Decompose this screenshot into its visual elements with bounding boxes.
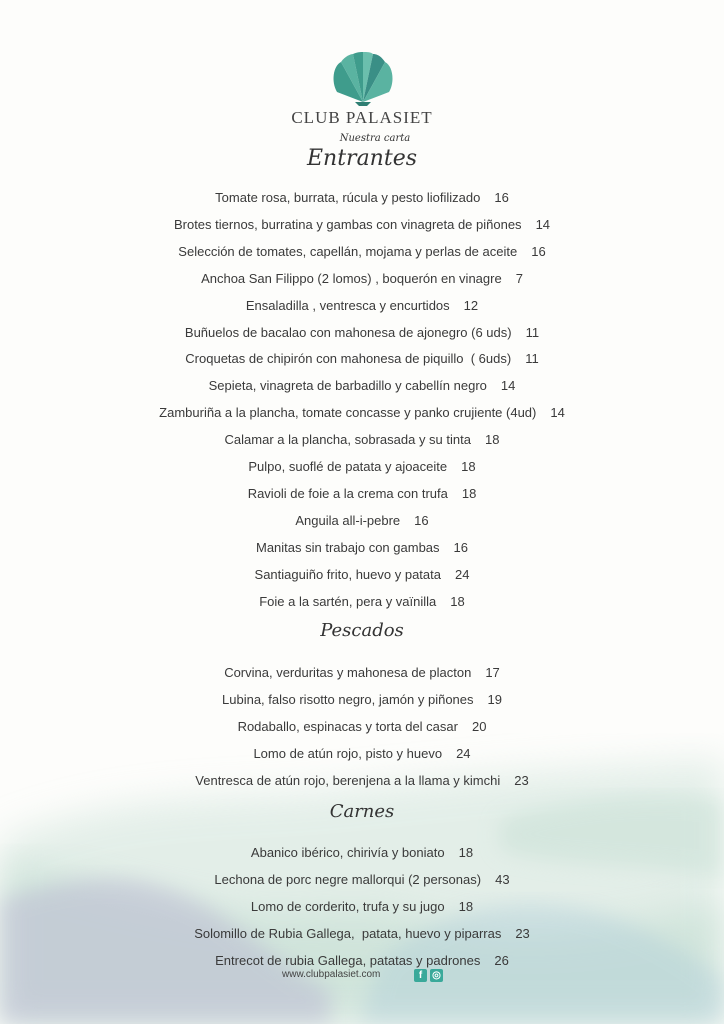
- menu-item-name: Ensaladilla , ventresca y encurtidos: [245, 297, 450, 313]
- menu-item: [0, 773, 724, 788]
- menu-item: [0, 567, 724, 582]
- menu-item-price: 16: [414, 512, 429, 528]
- menu-item-price: 16: [531, 243, 546, 259]
- menu-item-price: 43: [495, 871, 510, 887]
- menu-item-price: 12: [463, 297, 479, 313]
- menu-item-price: 23: [515, 925, 530, 941]
- menu-item-name: Santiaguiño frito, huevo y patata: [254, 566, 441, 582]
- menu-item-price: 7: [515, 270, 523, 286]
- menu-item-name: Tomate rosa, burrata, rúcula y pesto liofilizado: [215, 190, 481, 205]
- menu-item: [0, 298, 724, 313]
- menu-item-price: 18: [484, 432, 500, 448]
- menu-item-name: Lubina, falso risotto negro, jamón y piñones: [222, 691, 474, 707]
- shell-logo-icon: [327, 52, 399, 106]
- menu-item-name: Buñuelos de bacalao con mahonesa de ajonegro (6 uds): [184, 324, 512, 340]
- menu-item-name: Pulpo, suoflé de patata y ajoaceite: [248, 459, 448, 474]
- menu-item: [0, 746, 724, 761]
- menu-item: [0, 665, 724, 680]
- menu-item-price: 16: [453, 539, 468, 555]
- menu-item-name: Corvina, verduritas y mahonesa de placton: [224, 665, 472, 680]
- menu-item-name: Foie a la sartén, pera y vaïnilla: [259, 593, 437, 609]
- menu-item: [0, 486, 724, 501]
- section-title-carnes: Carnes: [329, 801, 395, 822]
- menu-item-name: Croquetas de chipirón con mahonesa de piquillo ( 6uds): [185, 351, 512, 367]
- menu-item: [0, 325, 724, 340]
- menu-item-name: Sepieta, vinagreta de barbadillo y cabellín negro: [208, 378, 487, 394]
- menu-item: [0, 271, 724, 286]
- menu-item: [0, 594, 724, 609]
- instagram-icon[interactable]: ◎: [430, 969, 443, 982]
- menu-item: [0, 540, 724, 555]
- menu-item-price: 14: [500, 378, 516, 394]
- menu-item-price: 19: [487, 691, 502, 707]
- menu-subtitle: Nuestra carta: [339, 133, 411, 144]
- menu-item-name: Ravioli de foie a la crema con trufa: [247, 485, 448, 501]
- menu-item: [0, 845, 724, 860]
- menu-item-price: 20: [471, 718, 487, 734]
- menu-item-name: Lechona de porc negre mallorqui (2 personas): [214, 871, 482, 887]
- website-link[interactable]: www.clubpalasiet.com: [282, 969, 381, 980]
- menu-item-price: 18: [461, 485, 477, 501]
- section-title-entrantes: Entrantes: [306, 146, 418, 171]
- menu-item-name: Ventresca de atún rojo, berenjena a la llama y kimchi: [195, 772, 501, 788]
- menu-item: [0, 459, 724, 474]
- menu-item-price: 14: [550, 405, 565, 421]
- menu-item: [0, 405, 724, 420]
- menu-item: [0, 432, 724, 447]
- menu-item-name: Abanico ibérico, chirivía y boniato: [250, 845, 445, 860]
- menu-item: [0, 872, 724, 887]
- menu-item-name: Calamar a la plancha, sobrasada y su tinta: [224, 432, 471, 448]
- menu-item-name: Entrecot de rubia Gallega, patatas y padrones: [215, 952, 481, 968]
- menu-item-price: 18: [450, 593, 465, 609]
- facebook-icon[interactable]: f: [414, 969, 427, 982]
- menu-item-price: 18: [458, 845, 474, 860]
- menu-item-price: 18: [458, 898, 474, 914]
- menu-item-name: Anguila all-i-pebre: [295, 512, 401, 528]
- menu-item-price: 14: [535, 216, 551, 232]
- menu-item-name: Selección de tomates, capellán, mojama y perlas de aceite: [178, 243, 518, 259]
- menu-item-price: 24: [456, 745, 471, 761]
- menu-item-price: 24: [455, 566, 470, 582]
- menu-item-price: 18: [461, 459, 476, 474]
- menu-item-name: Lomo de atún rojo, pisto y huevo: [253, 745, 443, 761]
- menu-item-name: Lomo de corderito, trufa y su jugo: [250, 898, 445, 914]
- brand-name: CLUB PALASIET: [291, 108, 433, 127]
- menu-item-name: Rodaballo, espinacas y torta del casar: [237, 718, 458, 734]
- menu-item: [0, 351, 724, 366]
- menu-item-price: 16: [494, 190, 509, 205]
- menu-item-price: 17: [485, 665, 500, 680]
- menu-item: [0, 217, 724, 232]
- menu-item: [0, 190, 724, 205]
- menu-item: [0, 513, 724, 528]
- menu-item-name: Brotes tiernos, burratina y gambas con vinagreta de piñones: [173, 216, 522, 232]
- menu-item-name: Manitas sin trabajo con gambas: [255, 539, 440, 555]
- menu-item: [0, 953, 724, 968]
- menu-item: [0, 244, 724, 259]
- menu-item-name: Solomillo de Rubia Gallega, patata, huevo y piparras: [194, 925, 502, 941]
- menu-item: [0, 899, 724, 914]
- section-title-pescados: Pescados: [320, 620, 404, 641]
- menu-item: [0, 719, 724, 734]
- menu-item-name: Zamburiña a la plancha, tomate concasse y panko crujiente (4ud): [159, 405, 537, 421]
- menu-item: [0, 692, 724, 707]
- menu-item: [0, 926, 724, 941]
- menu-item-price: 11: [525, 324, 540, 340]
- menu-item-price: 26: [494, 952, 509, 968]
- menu-item: [0, 378, 724, 393]
- menu-item-name: Anchoa San Filippo (2 lomos) , boquerón en vinagre: [201, 270, 502, 286]
- menu-item-price: 23: [514, 772, 529, 788]
- menu-item-price: 11: [525, 351, 539, 367]
